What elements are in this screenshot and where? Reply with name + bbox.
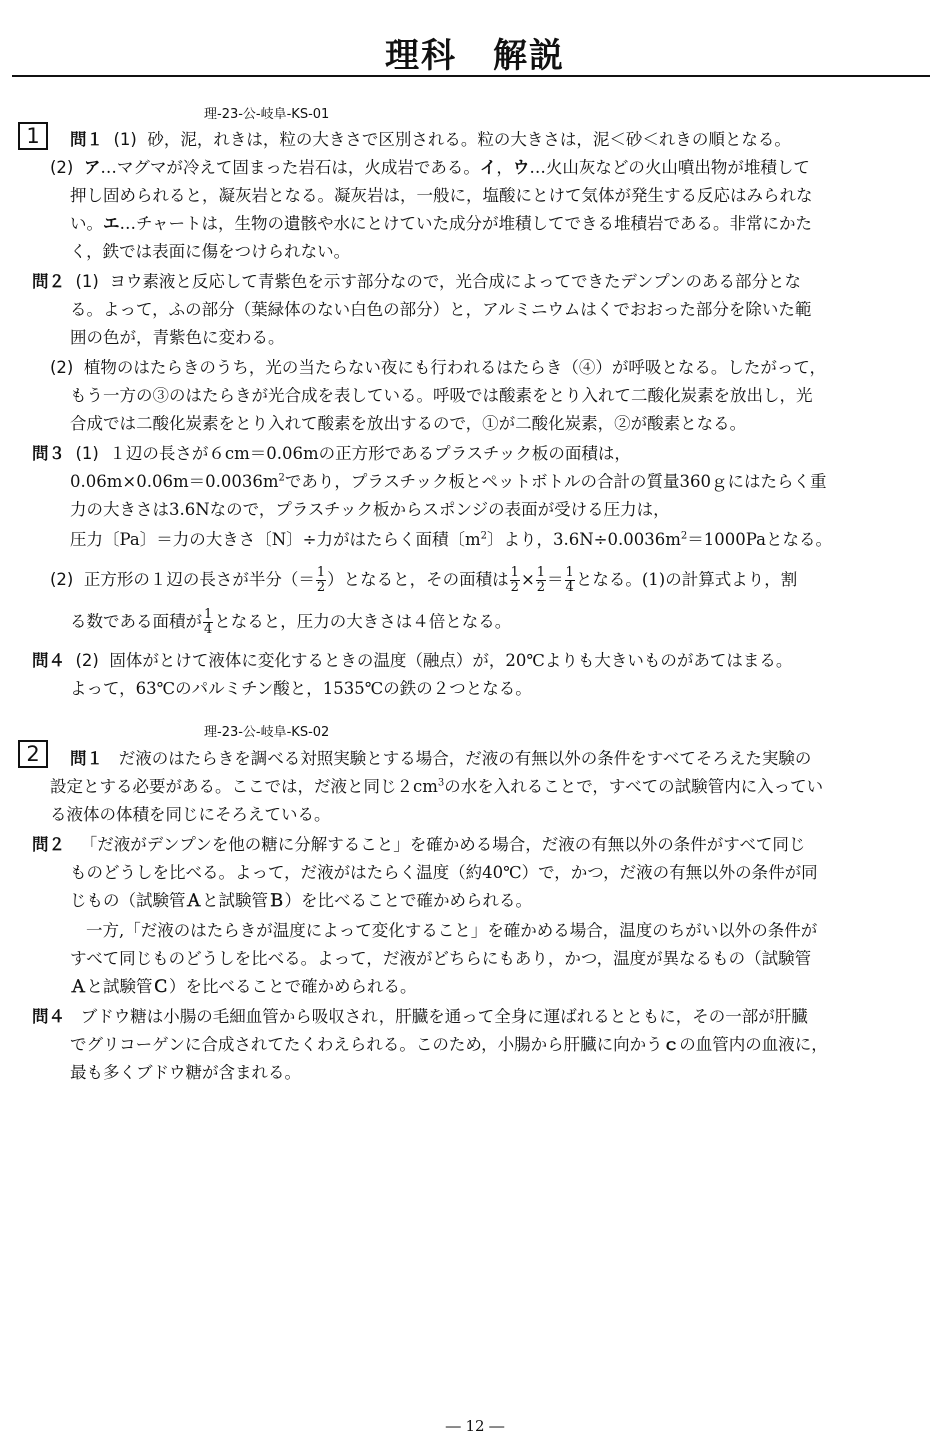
s2-line-4: 問２ 「だ液がデンプンを他の糖に分解すること」を確かめる場合，だ液の有無以外の条件がすべて同じ xyxy=(32,835,806,854)
s1-line-9: (2) 植物のはたらきのうち，光の当たらない夜にも行われるはたらき（④）が呼吸となる。したがって， xyxy=(50,358,827,377)
s1-line-2: (2) ア…マグマが冷えて固まった岩石は，火成岩である。イ，ウ…火山灰などの火山噴出物が堆積して xyxy=(50,158,810,177)
s1-line-13: $0.06m\times 0.06m=0.0036m^2$であり，プラスチック板とペットボトルの合計の質量360ｇにはたらく重 xyxy=(70,472,827,491)
fraction-quarter-2: $\frac{1}{4}$ xyxy=(204,607,213,637)
s1-line-19: よって，63℃のパルミチン酸と，1535℃の鉄の２つとなる。 xyxy=(70,679,532,698)
s1-line-14: 力の大きさは3.6Nなので，プラスチック板からスポンジの表面が受ける圧力は， xyxy=(70,500,670,519)
title-underline xyxy=(12,75,930,77)
s1-line-18: 問４ (2) 固体がとけて液体に変化するときの温度（融点）が，20℃よりも大きいものがあてはまる。 xyxy=(32,651,793,670)
page-title-subject: 理科 xyxy=(385,36,457,76)
s2-line-1: 問１ だ液のはたらきを調べる対照実験とする場合，だ液の有無以外の条件をすべてそろえた実験の xyxy=(70,749,812,768)
page-title xyxy=(0,28,950,77)
s1-line-6: 問２ (1) ヨウ素液と反応して青紫色を示す部分なので，光合成によってできたデンプンのある部分とな xyxy=(32,272,802,291)
section2-code: 理-23-公-岐阜-KS-02 xyxy=(204,725,330,740)
s2-line-12: 最も多くブドウ糖が含まれる。 xyxy=(70,1063,301,1082)
s1-line-12: 問３ (1) １辺の長さが６cm＝0.06mの正方形であるプラスチック板の面積は， xyxy=(32,444,631,463)
fraction-quarter-1: $\frac{1}{4}$ xyxy=(565,565,574,595)
fraction-half-2: $\frac{1}{2}$ xyxy=(510,565,519,595)
s1-line-5: く，鉄では表面に傷をつけられない。 xyxy=(70,242,351,261)
s2-line-7: 一方,「だ液のはたらきが温度によって変化すること」を確かめる場合，温度のちがい以外の条件が xyxy=(86,921,818,940)
s1-line-1: 問１ (1) 砂，泥，れきは，粒の大きさで区別される。粒の大きさは，泥＜砂＜れきの順となる。 xyxy=(70,130,791,149)
fraction-half-3: $\frac{1}{2}$ xyxy=(536,565,546,595)
s2-line-8: すべて同じものどうしを比べる。よって，だ液がどちらにもあり，かつ，温度が異なるもの（試験管 xyxy=(70,949,812,968)
s1-line-17: る数である面積が $\frac{1}{4}$ となると，圧力の大きさは４倍となる。 xyxy=(70,607,512,637)
s2-line-10: 問４ ブドウ糖は小腸の毛細血管から吸収され，肝臓を通って全身に運ばれるとともに，その一部が肝臓 xyxy=(32,1007,808,1026)
s1-line-3: 押し固められると，凝灰岩となる。凝灰岩は，一般に，塩酸にとけて気体が発生する反応はみられな xyxy=(70,186,813,205)
section1-number-box: 1 xyxy=(18,122,48,150)
s1-line-11: 合成では二酸化炭素をとり入れて酸素を放出するので，①が二酸化炭素，②が酸素となる。 xyxy=(70,414,747,433)
page-number: ― 12 ― xyxy=(445,1417,505,1435)
s1-line-10: もう一方の③のはたらきが光合成を表している。呼吸では酸素をとり入れて二酸化炭素を放出し，光 xyxy=(70,386,813,405)
s2-line-2: 設定とする必要がある。ここでは，だ液と同じ$2cm^3$の水を入れることで，すべての試験管内に入ってい xyxy=(50,777,824,796)
s1-line-4: い。エ…チャートは，生物の遺骸や水にとけていた成分が堆積してできる堆積岩である。非常にかた xyxy=(70,214,813,233)
s2-line-6: じもの（試験管Ａと試験管Ｂ）を比べることで確かめられる。 xyxy=(70,891,532,910)
s1-line-15: 圧力〔Pa〕＝力の大きさ〔N〕÷力がはたらく面積〔$m^2$〕より，$3.6N\div 0.0036m^2=1000Pa$となる。 xyxy=(70,530,832,549)
section2-number-box: 2 xyxy=(18,740,48,768)
page-title-explanation: 解説 xyxy=(493,36,565,76)
s1-line-7: る。よって，ふの部分（葉緑体のない白色の部分）と，アルミニウムはくでおおった部分を除いた範 xyxy=(70,300,812,319)
s2-line-3: る液体の体積を同じにそろえている。 xyxy=(50,805,331,824)
s1-line-16: (2) 正方形の１辺の長さが半分（＝ $\frac{1}{2}$ ）となると，その面積は $\frac{1}{2}$ × $\frac{1}{2}$ ＝ $\frac{1}{4}$ となる。(1)の計算式より，割 xyxy=(50,565,798,595)
s2-line-9: Ａと試験管Ｃ）を比べることで確かめられる。 xyxy=(70,977,417,996)
fraction-half-1: $\frac{1}{2}$ xyxy=(316,565,326,595)
s2-line-11: でグリコーゲンに合成されてたくわえられる。このため，小腸から肝臓に向かうｃの血管内の血液に， xyxy=(70,1035,828,1054)
s1-line-8: 囲の色が，青紫色に変わる。 xyxy=(70,328,285,347)
section1-code: 理-23-公-岐阜-KS-01 xyxy=(204,107,330,122)
s2-line-5: ものどうしを比べる。よって，だ液がはたらく温度（約40℃）で，かつ，だ液の有無以外の条件が同 xyxy=(70,863,818,882)
